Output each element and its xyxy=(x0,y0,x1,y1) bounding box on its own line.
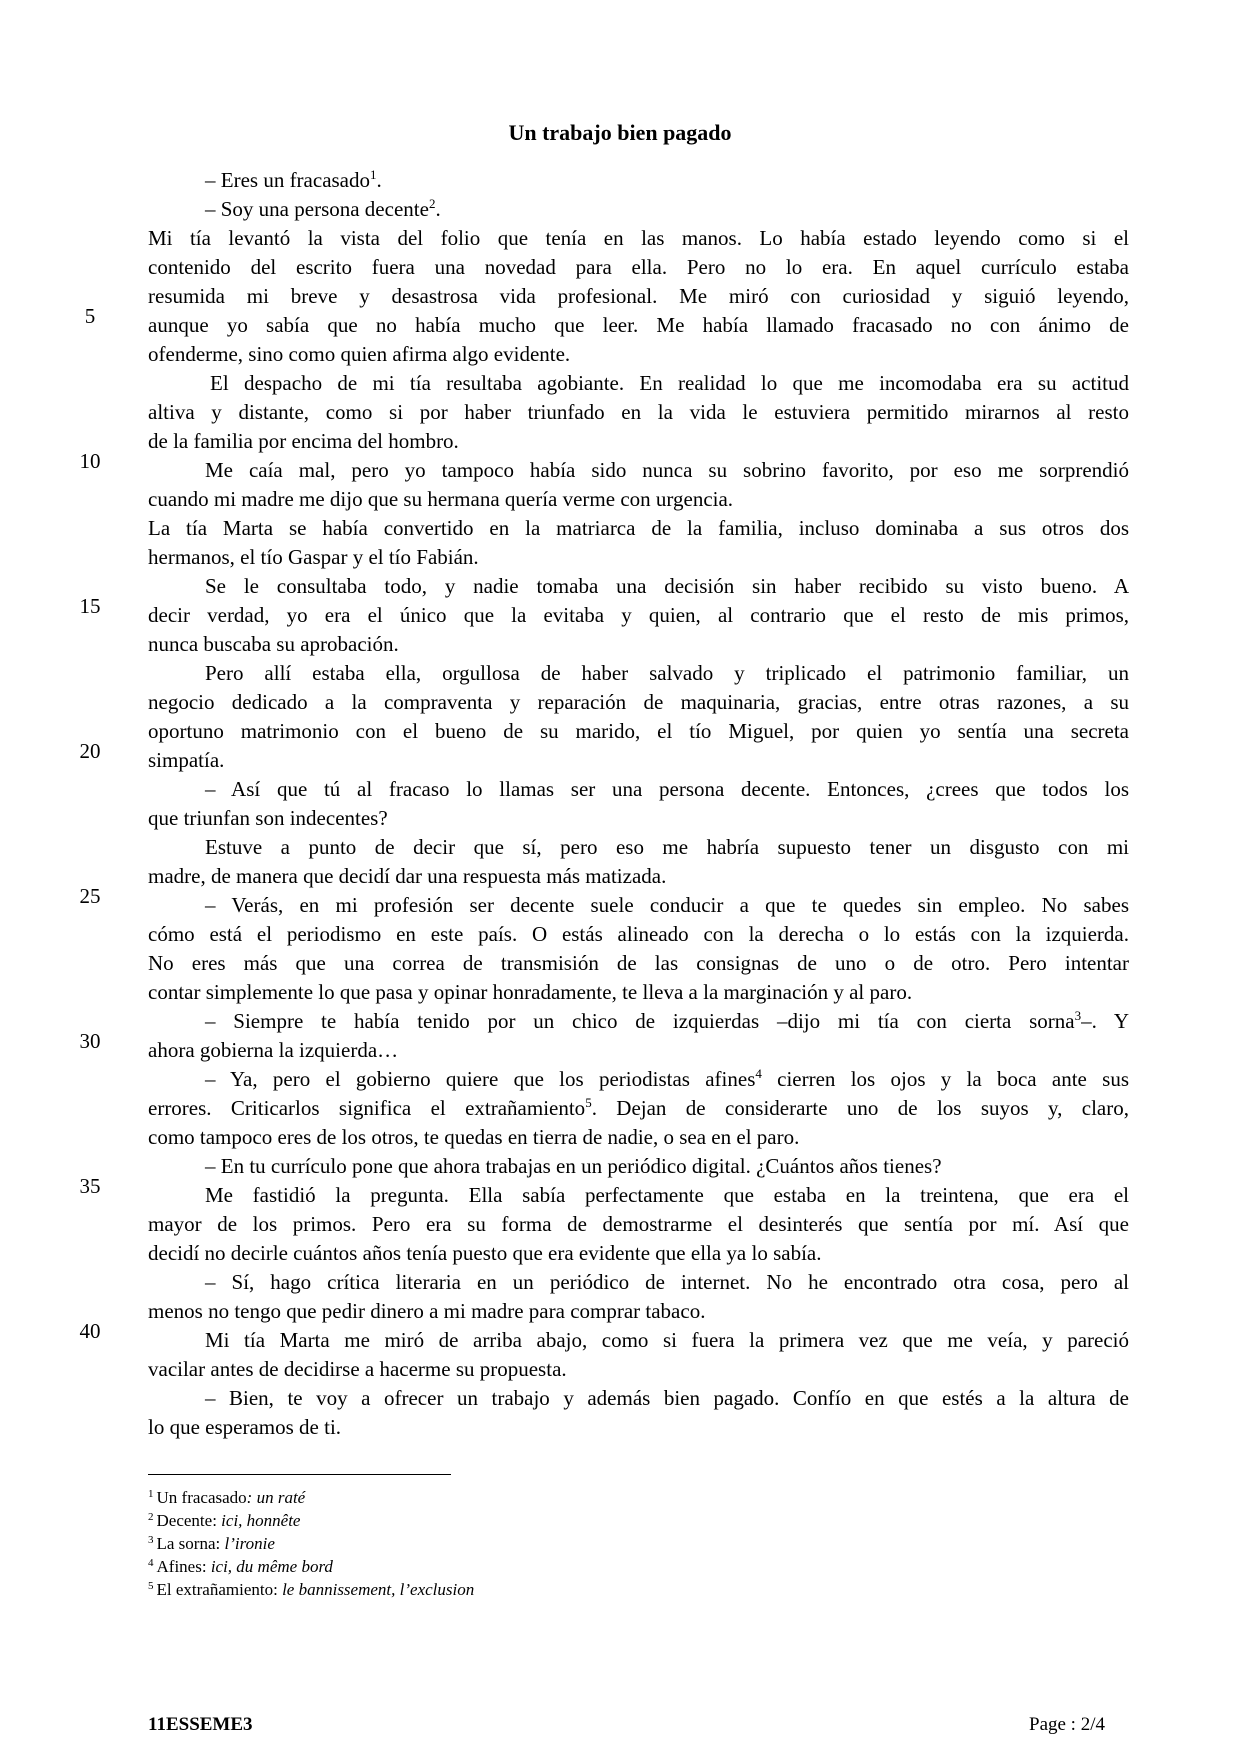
text-line: contar simplemente lo que pasa y opinar honradamente, te lleva a la marginación y al paro. xyxy=(148,980,913,1004)
text-line: cómo está el periodismo en este país. O estás alineado con la derecha o lo estás con la izquierda. xyxy=(148,922,1129,946)
text-line: contenido del escrito fuera una novedad para ella. Pero no lo era. En aquel currículo estaba xyxy=(148,255,1129,279)
line-number: 5 xyxy=(84,304,96,328)
footnote-ref: 3 xyxy=(1074,1008,1082,1023)
footnote-ref: 4 xyxy=(755,1066,762,1081)
exam-code: 11ESSEME3 xyxy=(148,1714,253,1735)
line-number: 25 xyxy=(79,884,101,908)
line-number: 15 xyxy=(79,594,101,618)
text-line: La tía Marta se había convertido en la matriarca de la familia, incluso dominaba a sus otros dos xyxy=(148,516,1129,540)
text-line: Mi tía levantó la vista del folio que tenía en las manos. Lo había estado leyendo como si el xyxy=(148,226,1129,250)
text-line: decidí no decirle cuántos años tenía puesto que era evidente que ella ya lo sabía. xyxy=(148,1241,822,1265)
text-line: lo que esperamos de ti. xyxy=(148,1415,342,1439)
text-line: hermanos, el tío Gaspar y el tío Fabián. xyxy=(148,545,479,569)
footnote: $^5$ El extrañamiento: le bannissement, l’exclusion xyxy=(148,1580,475,1599)
text-line: madre, de manera que decidí dar una respuesta más matizada. xyxy=(148,864,667,888)
text-line: Me caía mal, pero yo tampoco había sido nunca su sobrino favorito, por eso me sorprendió xyxy=(205,458,1129,482)
line-number: 40 xyxy=(79,1319,101,1343)
text-line: altiva y distante, como si por haber triunfado en la vida le estuviera permitido mirarnos al resto xyxy=(148,400,1129,424)
text-line: errores. Criticarlos significa el extrañamiento$^5$. Dejan de considerarte uno de los suyos y, claro, xyxy=(148,1095,1129,1120)
text-line: decir verdad, yo era el único que la evitaba y quien, al contrario que el resto de mis primos, xyxy=(148,603,1129,627)
text-line: Mi tía Marta me miró de arriba abajo, como si fuera la primera vez que me veía, y pareció xyxy=(205,1328,1129,1352)
footnote: $^3$ La sorna: l’ironie xyxy=(148,1534,275,1553)
text-line: oportuno matrimonio con el bueno de su marido, el tío Miguel, por quien yo sentía una secreta xyxy=(148,719,1129,743)
text-line: mayor de los primos. Pero era su forma de demostrarme el desinterés que sentía por mí. Así que xyxy=(148,1212,1129,1236)
line-number: 35 xyxy=(79,1174,101,1198)
footnote-ref: 5 xyxy=(585,1095,592,1110)
text-line: de la familia por encima del hombro. xyxy=(148,429,459,453)
text-line: El despacho de mi tía resultaba agobiante. En realidad lo que me incomodaba era su actitud xyxy=(210,371,1129,395)
footnote: $^1$ Un fracasado: un raté xyxy=(148,1488,306,1507)
text-line: como tampoco eres de los otros, te quedas en tierra de nadie, o sea en el paro. xyxy=(148,1125,800,1149)
text-line: aunque yo sabía que no había mucho que leer. Me había llamado fracasado no con ánimo de xyxy=(148,313,1129,337)
text-line: – Ya, pero el gobierno quiere que los periodistas afines$^4$ cierren los ojos y la boca ante sus xyxy=(205,1066,1129,1091)
text-line: ahora gobierna la izquierda… xyxy=(148,1038,399,1062)
text-line: – Soy una persona decente$^2$. xyxy=(205,196,441,221)
text-line: – Siempre te había tenido por un chico de izquierdas –dijo mi tía con cierta sorna$^3$–. Y xyxy=(205,1008,1130,1033)
text-line: ofenderme, sino como quien afirma algo evidente. xyxy=(148,342,571,366)
text-line: menos no tengo que pedir dinero a mi madre para comprar tabaco. xyxy=(148,1299,706,1323)
line-number: 20 xyxy=(79,739,101,763)
footnote: $^2$ Decente: ici, honnête xyxy=(148,1511,301,1530)
text-line: – Sí, hago crítica literaria en un periódico de internet. No he encontrado otra cosa, pero al xyxy=(205,1270,1129,1294)
footnote-ref: 2 xyxy=(428,196,436,211)
text-line: Se le consultaba todo, y nadie tomaba una decisión sin haber recibido su visto bueno. A xyxy=(205,574,1129,598)
text-line: – Verás, en mi profesión ser decente suele conducir a que te quedes sin empleo. No sabes xyxy=(205,893,1129,917)
line-number: 10 xyxy=(79,449,101,473)
text-line: Estuve a punto de decir que sí, pero eso me habría supuesto tener un disgusto con mi xyxy=(205,835,1129,859)
text-line: nunca buscaba su aprobación. xyxy=(148,632,399,656)
text-line: cuando mi madre me dijo que su hermana quería verme con urgencia. xyxy=(148,487,734,511)
document-title: Un trabajo bien pagado xyxy=(508,120,732,145)
text-line: que triunfan son indecentes? xyxy=(148,806,388,830)
text-line: – Así que tú al fracaso lo llamas ser una persona decente. Entonces, ¿crees que todos los xyxy=(205,777,1129,801)
footnote-ref: 1 xyxy=(370,167,377,182)
text-line: – Bien, te voy a ofrecer un trabajo y además bien pagado. Confío en que estés a la altura de xyxy=(205,1386,1129,1410)
text-line: simpatía. xyxy=(148,748,225,772)
text-line: Pero allí estaba ella, orgullosa de haber salvado y triplicado el patrimonio familiar, un xyxy=(205,661,1129,685)
text-line: negocio dedicado a la compraventa y reparación de maquinaria, gracias, entre otras razones, a su xyxy=(148,690,1129,714)
text-line: resumida mi breve y desastrosa vida profesional. Me miró con curiosidad y siguió leyendo, xyxy=(148,284,1129,308)
text-line: – En tu currículo pone que ahora trabajas en un periódico digital. ¿Cuántos años tienes? xyxy=(205,1154,942,1178)
line-number: 30 xyxy=(79,1029,101,1053)
text-line: vacilar antes de decidirse a hacerme su propuesta. xyxy=(148,1357,567,1381)
footnote: $^4$ Afines: ici, du même bord xyxy=(148,1557,333,1576)
text-line: Me fastidió la pregunta. Ella sabía perfectamente que estaba en la treintena, que era el xyxy=(205,1183,1129,1207)
text-line: – Eres un fracasado$^1$. xyxy=(205,167,382,192)
footnote-divider xyxy=(148,1474,451,1475)
text-line: No eres más que una correa de transmisión de las consignas de uno o de otro. Pero intentar xyxy=(148,951,1129,975)
page-number: Page : 2/4 xyxy=(1029,1714,1105,1735)
